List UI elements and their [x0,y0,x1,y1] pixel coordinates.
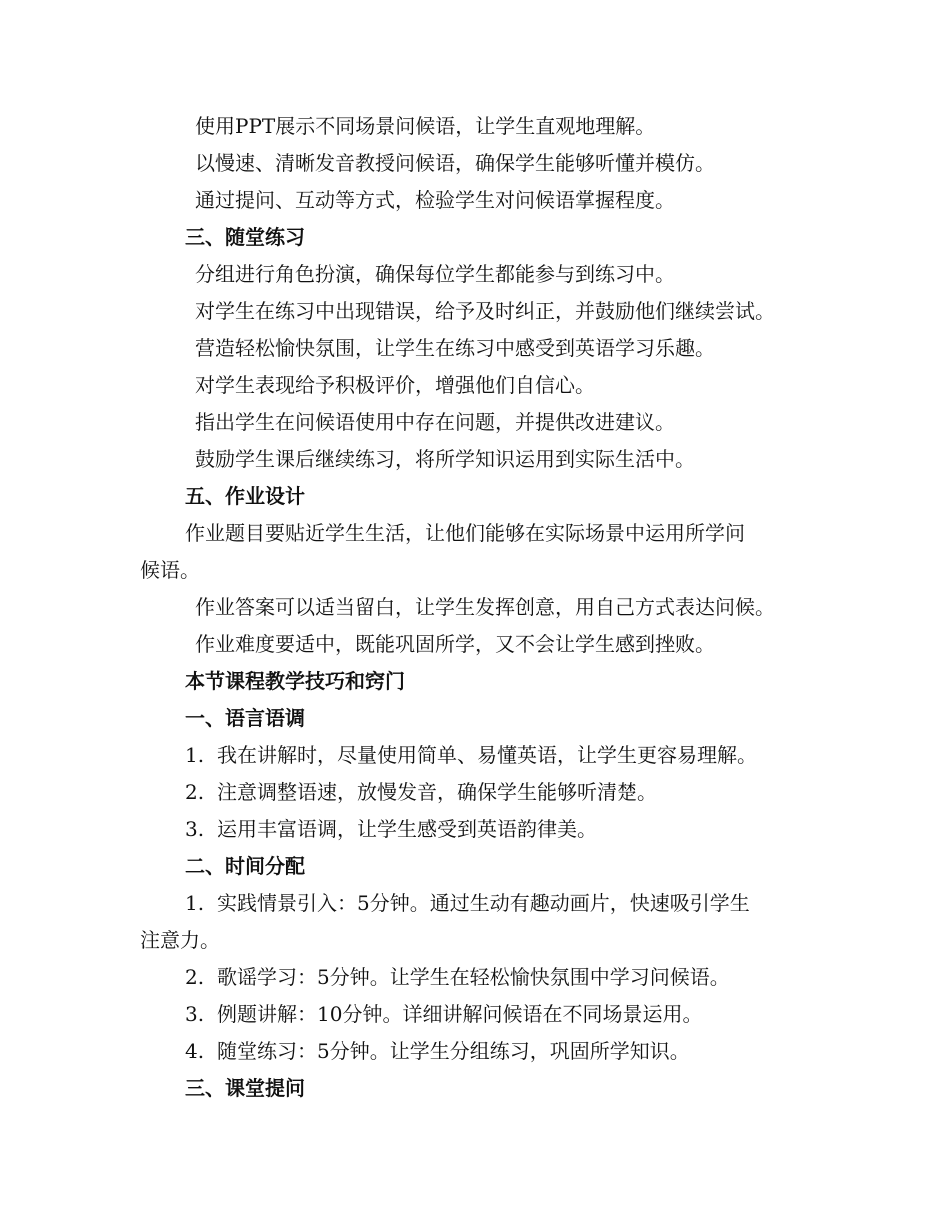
text-line: 使用PPT展示不同场景问候语，让学生直观地理解。 [195,114,656,138]
item-number: 2. [185,780,205,804]
item-number: 3. [185,1002,205,1026]
item-number: 1. [185,743,205,767]
section-heading-practice: 三、随堂练习 [185,225,305,249]
numbered-item [140,959,830,996]
item-text: 歌谣学习：5分钟。让学生在轻松愉快氛围中学习问候语。 [217,965,730,989]
text-line: 对学生在练习中出现错误，给予及时纠正，并鼓励他们继续尝试。 [195,299,775,323]
text-line: 营造轻松愉快氛围，让学生在练习中感受到英语学习乐趣。 [195,336,715,360]
paragraph-line: 注意力。 [140,928,220,952]
numbered-item [140,1033,830,1070]
item-number: 2. [185,965,205,989]
numbered-item [140,996,830,1033]
item-text: 注意调整语速，放慢发音，确保学生能够听清楚。 [217,780,657,804]
text-line: 对学生表现给予积极评价，增强他们自信心。 [195,373,595,397]
numbered-item [140,774,830,811]
item-text: 随堂练习：5分钟。让学生分组练习，巩固所学知识。 [217,1039,690,1063]
section-heading-questions: 三、课堂提问 [185,1076,305,1100]
document-body [140,108,830,1107]
text-line: 通过提问、互动等方式，检验学生对问候语掌握程度。 [195,188,675,212]
section-heading-homework: 五、作业设计 [185,484,305,508]
numbered-item [140,737,830,774]
section-heading-tips: 本节课程教学技巧和窍门 [185,669,405,693]
item-number: 1. [185,891,205,915]
paragraph-line: 作业题目要贴近学生生活，让他们能够在实际场景中运用所学问 [185,521,745,545]
item-text: 例题讲解：10分钟。详细讲解问候语在不同场景运用。 [217,1002,703,1026]
numbered-item [140,885,830,922]
section-heading-language: 一、语言语调 [185,706,305,730]
item-text: 实践情景引入：5分钟。通过生动有趣动画片，快速吸引学生 [217,891,750,915]
text-line: 作业答案可以适当留白，让学生发挥创意，用自己方式表达问候。 [195,595,775,619]
item-number: 4. [185,1039,205,1063]
text-line: 分组进行角色扮演，确保每位学生都能参与到练习中。 [195,262,675,286]
section-heading-time: 二、时间分配 [185,854,305,878]
numbered-item [140,811,830,848]
item-text: 我在讲解时，尽量使用简单、易懂英语，让学生更容易理解。 [217,743,757,767]
paragraph-line: 候语。 [140,558,200,582]
text-line: 指出学生在问候语使用中存在问题，并提供改进建议。 [195,410,675,434]
item-number: 3. [185,817,205,841]
text-line: 鼓励学生课后继续练习，将所学知识运用到实际生活中。 [195,447,695,471]
text-line: 作业难度要适中，既能巩固所学，又不会让学生感到挫败。 [195,632,715,656]
item-text: 运用丰富语调，让学生感受到英语韵律美。 [217,817,597,841]
text-line: 以慢速、清晰发音教授问候语，确保学生能够听懂并模仿。 [195,151,715,175]
